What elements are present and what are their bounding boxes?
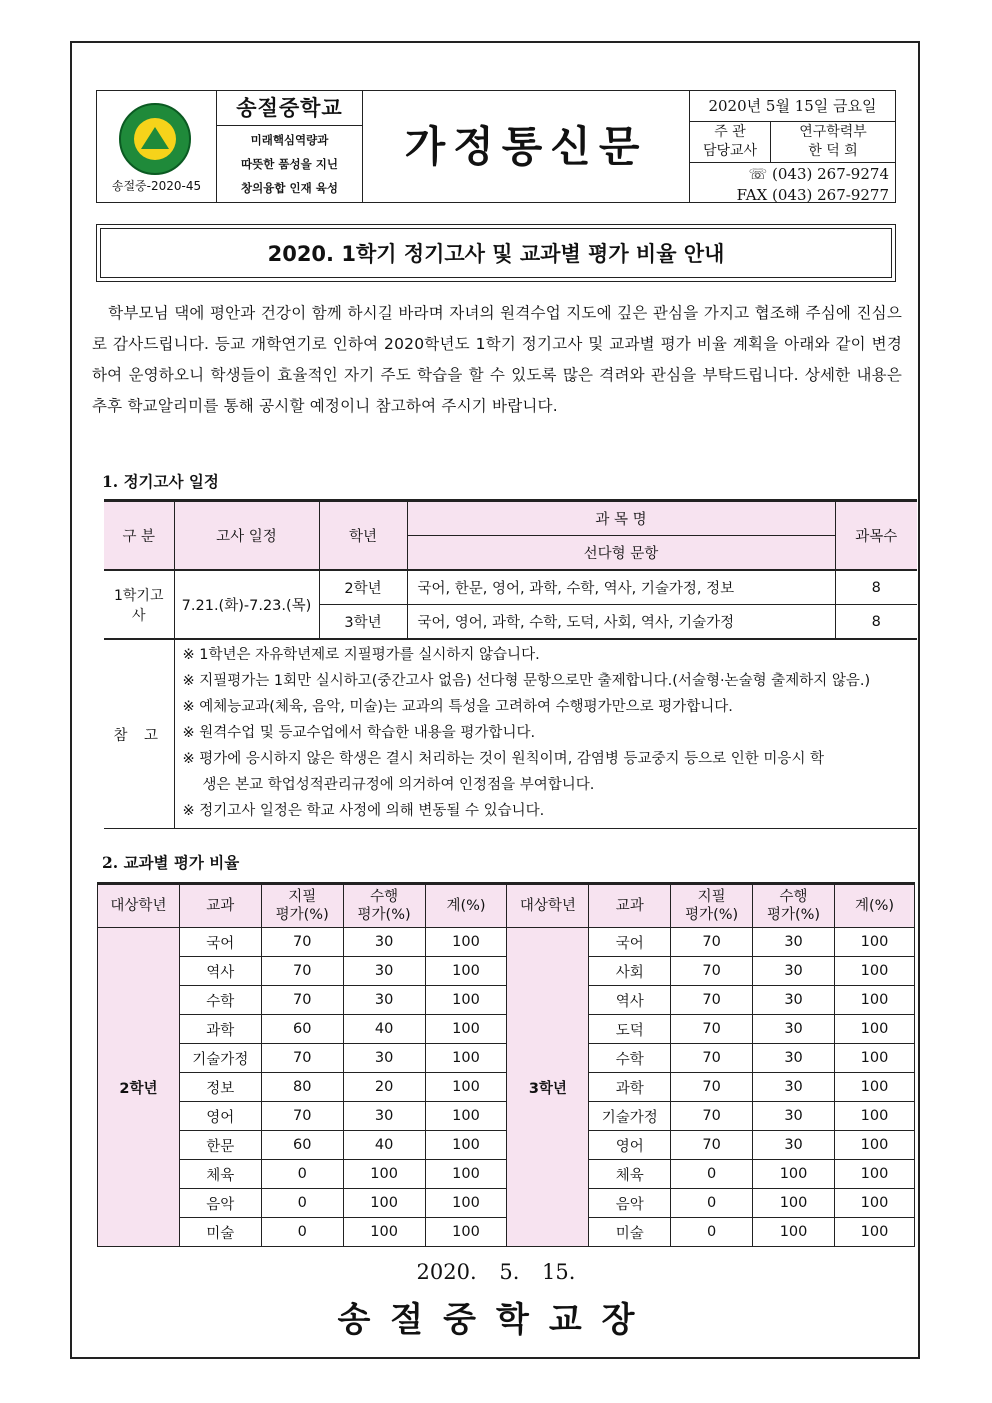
performance-cell: 40	[343, 1131, 425, 1160]
section2-heading: 2. 교과별 평가 비율	[102, 853, 240, 872]
total-cell: 100	[835, 1160, 915, 1189]
total-cell: 100	[425, 957, 507, 986]
subject-cell: 미술	[589, 1218, 671, 1247]
footer-date: 2020. 5. 15.	[416, 1260, 576, 1284]
school-cell	[217, 91, 363, 202]
performance-cell: 100	[753, 1189, 835, 1218]
notice-title-box	[96, 224, 896, 282]
performance-cell: 30	[753, 1015, 835, 1044]
total-cell: 100	[425, 1189, 507, 1218]
total-cell: 100	[425, 986, 507, 1015]
total-cell: 100	[425, 928, 507, 957]
written-cell: 0	[671, 1218, 753, 1247]
performance-cell: 30	[753, 928, 835, 957]
dept-value: 연구학력부	[799, 124, 867, 140]
performance-cell: 30	[753, 1044, 835, 1073]
performance-cell: 30	[343, 957, 425, 986]
subject-cell: 영어	[179, 1102, 261, 1131]
header-period: 고사 일정	[174, 501, 319, 571]
written-cell: 70	[671, 1044, 753, 1073]
table-row	[98, 957, 915, 986]
total-cell: 100	[425, 1044, 507, 1073]
subject-cell: 사회	[589, 957, 671, 986]
subject-cell: 체육	[589, 1160, 671, 1189]
table-row	[98, 1073, 915, 1102]
total-cell: 100	[835, 1073, 915, 1102]
performance-cell: 30	[343, 928, 425, 957]
motto-line: 따뜻한 품성을 지닌	[241, 157, 338, 171]
row-subjects: 국어, 한문, 영어, 과학, 수학, 역사, 기술가정, 정보	[407, 570, 835, 605]
written-cell: 70	[671, 957, 753, 986]
row-count: 8	[835, 605, 917, 640]
principal-signature: 송절중학교장	[337, 1300, 655, 1340]
written-cell: 70	[261, 957, 343, 986]
performance-cell: 30	[753, 1131, 835, 1160]
school-motto	[217, 126, 362, 200]
header-performance: 수행 평가(%)	[343, 884, 425, 928]
teacher-label: 담당교사	[702, 143, 758, 159]
header-total: 계(%)	[425, 884, 507, 928]
total-cell: 100	[835, 957, 915, 986]
section1-heading: 1. 정기고사 일정	[102, 472, 219, 491]
evaluation-ratio-table	[97, 882, 915, 1247]
performance-cell: 30	[343, 1102, 425, 1131]
total-cell: 100	[835, 928, 915, 957]
written-cell: 0	[671, 1189, 753, 1218]
table-row	[98, 986, 915, 1015]
header-grade: 학년	[319, 501, 407, 571]
subject-cell: 한문	[179, 1131, 261, 1160]
fax-number: FAX (043) 267-9277	[736, 186, 889, 204]
note-item: ※ 지필평가는 1회만 실시하고(중간고사 없음) 선다형 문항으로만 출제합니다.(서술형·논술형 출제하지 않음.)	[182, 673, 871, 689]
subject-cell: 음악	[179, 1189, 261, 1218]
subject-cell: 음악	[589, 1189, 671, 1218]
subject-cell: 영어	[589, 1131, 671, 1160]
exam-period: 7.21.(화)-7.23.(목)	[174, 570, 319, 639]
total-cell: 100	[425, 1160, 507, 1189]
note-label: 참 고	[104, 639, 174, 829]
header-grade: 대상학년	[98, 884, 180, 928]
table-row	[98, 1015, 915, 1044]
total-cell: 100	[835, 1044, 915, 1073]
info-cell	[689, 91, 895, 202]
school-name: 송절중학교	[217, 91, 362, 126]
subject-cell: 기술가정	[589, 1102, 671, 1131]
row-grade: 3학년	[319, 605, 407, 640]
performance-cell: 40	[343, 1015, 425, 1044]
written-cell: 0	[261, 1218, 343, 1247]
table-row	[98, 1044, 915, 1073]
performance-cell: 100	[343, 1218, 425, 1247]
header-subject: 교과	[589, 884, 671, 928]
performance-cell: 100	[343, 1189, 425, 1218]
note-item: ※ 1학년은 자유학년제로 지필평가를 실시하지 않습니다.	[182, 647, 540, 663]
written-cell: 70	[671, 986, 753, 1015]
table-row	[98, 1131, 915, 1160]
table-row	[98, 928, 915, 957]
total-cell: 100	[425, 1015, 507, 1044]
total-cell: 100	[835, 1189, 915, 1218]
performance-cell: 30	[753, 957, 835, 986]
header-performance: 수행 평가(%)	[753, 884, 835, 928]
target-grade: 3학년	[507, 928, 589, 1247]
header-grade: 대상학년	[507, 884, 589, 928]
total-cell: 100	[425, 1131, 507, 1160]
performance-cell: 30	[753, 986, 835, 1015]
document-number: 송절중-2020-45	[111, 179, 202, 193]
performance-cell: 100	[753, 1218, 835, 1247]
written-cell: 70	[671, 1131, 753, 1160]
row-count: 8	[835, 570, 917, 605]
written-cell: 70	[671, 1073, 753, 1102]
performance-cell: 30	[343, 1044, 425, 1073]
header-count: 과목수	[835, 501, 917, 571]
header-total: 계(%)	[835, 884, 915, 928]
performance-cell: 20	[343, 1073, 425, 1102]
written-cell: 70	[671, 1102, 753, 1131]
note-item: ※ 평가에 응시하지 않은 학생은 결시 처리하는 것이 원칙이며, 감염병 등교중지 등으로 인한 미응시 학	[182, 751, 825, 767]
subject-cell: 도덕	[589, 1015, 671, 1044]
written-cell: 0	[261, 1160, 343, 1189]
subject-cell: 역사	[589, 986, 671, 1015]
written-cell: 70	[261, 928, 343, 957]
teacher-value: 한 덕 희	[808, 143, 858, 159]
motto-line: 창의융합 인재 육성	[241, 181, 338, 195]
performance-cell: 30	[753, 1073, 835, 1102]
header-written: 지필 평가(%)	[671, 884, 753, 928]
school-emblem-icon	[119, 103, 191, 175]
performance-cell: 100	[343, 1160, 425, 1189]
target-grade: 2학년	[98, 928, 180, 1247]
row-subjects: 국어, 영어, 과학, 수학, 도덕, 사회, 역사, 기술가정	[407, 605, 835, 640]
table-row	[98, 1160, 915, 1189]
subject-cell: 국어	[179, 928, 261, 957]
total-cell: 100	[425, 1102, 507, 1131]
logo-cell	[97, 91, 217, 202]
exam-schedule-table	[104, 499, 917, 829]
table-row	[98, 1102, 915, 1131]
written-cell: 70	[261, 1102, 343, 1131]
subject-cell: 수학	[179, 986, 261, 1015]
document-title: 가정통신문	[404, 122, 648, 171]
dept-label: 주 관	[714, 124, 746, 140]
issue-date: 2020년 5월 15일 금요일	[690, 91, 895, 122]
written-cell: 0	[261, 1189, 343, 1218]
notes-cell	[174, 639, 917, 829]
table-row	[98, 1189, 915, 1218]
performance-cell: 30	[343, 986, 425, 1015]
written-cell: 70	[671, 928, 753, 957]
written-cell: 80	[261, 1073, 343, 1102]
written-cell: 70	[671, 1015, 753, 1044]
intro-paragraph	[92, 298, 902, 422]
phone-number: ☏ (043) 267-9274	[748, 165, 889, 183]
intro-text: 학부모님 댁에 평안과 건강이 함께 하시길 바라며 자녀의 원격수업 지도에 깊은 관심을 가지고 협조해 주심에 진심으로 감사드립니다. 등교 개학연기로 인하여 2020학년도 1학기 정기고사 및 교과별 평가 비율 계획을 아래와 같이 변경하여 운영하오니 학생들이 효율적인 자기 주도 학습을 할 수 있도록 많은 격려와 관심을 부탁드립니다. 상세한 내용은 추후 학교알리미를 통해 공시할 예정이니 참고하여 주시기 바랍니다.	[92, 304, 902, 415]
written-cell: 70	[261, 1044, 343, 1073]
written-cell: 60	[261, 1131, 343, 1160]
subject-cell: 역사	[179, 957, 261, 986]
header-subjects: 과 목 명	[407, 501, 835, 536]
subject-cell: 수학	[589, 1044, 671, 1073]
header-subjects-sub: 선다형 문항	[407, 536, 835, 571]
performance-cell: 30	[753, 1102, 835, 1131]
note-item: ※ 정기고사 일정은 학교 사정에 의해 변동될 수 있습니다.	[182, 803, 545, 819]
row-grade: 2학년	[319, 570, 407, 605]
subject-cell: 과학	[589, 1073, 671, 1102]
motto-line: 미래핵심역량과	[250, 133, 329, 147]
total-cell: 100	[425, 1073, 507, 1102]
total-cell: 100	[835, 986, 915, 1015]
written-cell: 60	[261, 1015, 343, 1044]
total-cell: 100	[835, 1131, 915, 1160]
note-item: 생은 본교 학업성적관리규정에 의거하여 인정점을 부여합니다.	[202, 777, 595, 793]
written-cell: 0	[671, 1160, 753, 1189]
subject-cell: 기술가정	[179, 1044, 261, 1073]
exam-name: 1학기고사	[104, 570, 174, 639]
subject-cell: 국어	[589, 928, 671, 957]
total-cell: 100	[835, 1218, 915, 1247]
letter-header	[96, 90, 896, 203]
written-cell: 70	[261, 986, 343, 1015]
subject-cell: 정보	[179, 1073, 261, 1102]
department-block	[690, 122, 895, 163]
total-cell: 100	[835, 1015, 915, 1044]
total-cell: 100	[425, 1218, 507, 1247]
total-cell: 100	[835, 1102, 915, 1131]
header-written: 지필 평가(%)	[261, 884, 343, 928]
notice-title: 2020. 1학기 정기고사 및 교과별 평가 비율 안내	[100, 228, 892, 278]
header-subject: 교과	[179, 884, 261, 928]
note-item: ※ 원격수업 및 등교수업에서 학습한 내용을 평가합니다.	[182, 725, 536, 741]
subject-cell: 체육	[179, 1160, 261, 1189]
note-item: ※ 예체능교과(체육, 음악, 미술)는 교과의 특성을 고려하여 수행평가만으로 평가합니다.	[182, 699, 733, 715]
table-row	[98, 1218, 915, 1247]
header-div: 구 분	[104, 501, 174, 571]
subject-cell: 과학	[179, 1015, 261, 1044]
performance-cell: 100	[753, 1160, 835, 1189]
subject-cell: 미술	[179, 1218, 261, 1247]
